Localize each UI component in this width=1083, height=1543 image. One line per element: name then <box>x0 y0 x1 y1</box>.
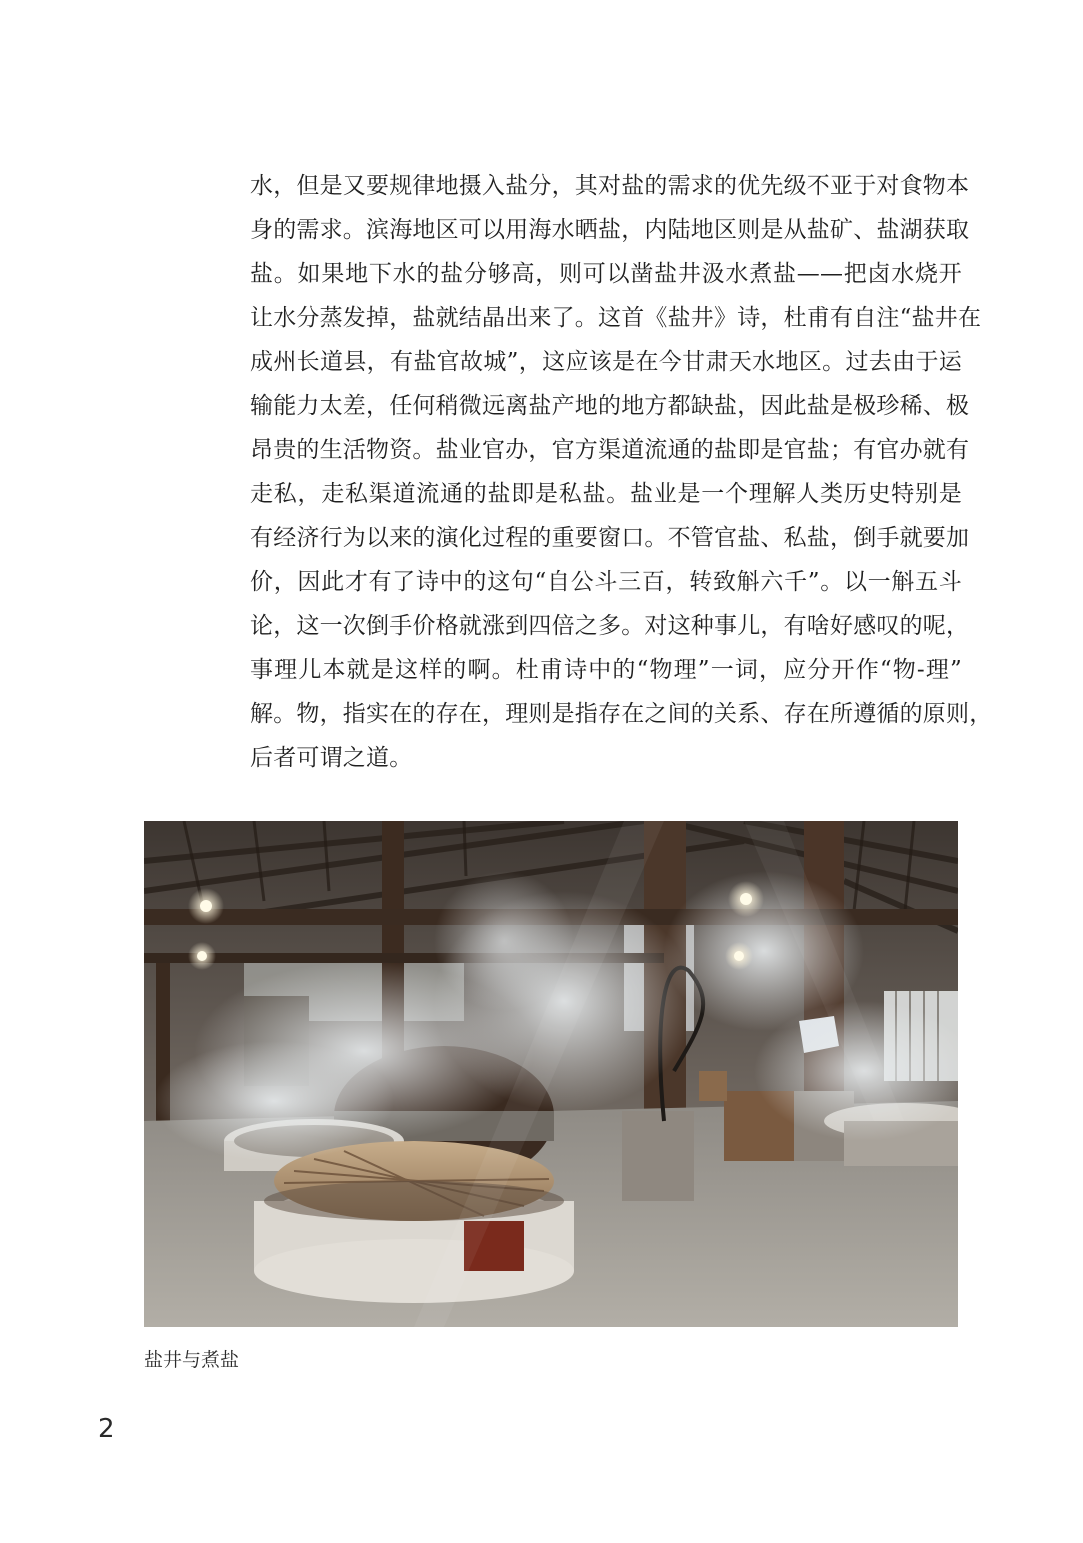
text-line: 价，因此才有了诗中的这句“自公斗三百，转致斛六千”。以一斛五斗 <box>250 569 962 595</box>
salt-boiling-photo <box>144 821 958 1327</box>
text-line: 后者可谓之道。 <box>250 745 413 771</box>
body-paragraph <box>250 164 993 780</box>
text-line: 事理儿本就是这样的啊。杜甫诗中的“物理”一词，应分开作“物-理” <box>250 657 962 683</box>
text-line: 走私，走私渠道流通的盐即是私盐。盐业是一个理解人类历史特别是 <box>250 481 962 507</box>
text-line: 水，但是又要规律地摄入盐分，其对盐的需求的优先级不亚于对食物本 <box>250 173 970 199</box>
text-line: 盐。如果地下水的盐分够高，则可以凿盐井汲水煮盐——把卤水烧开 <box>250 261 962 287</box>
text-line: 昂贵的生活物资。盐业官办，官方渠道流通的盐即是官盐；有官办就有 <box>250 437 970 463</box>
text-line: 有经济行为以来的演化过程的重要窗口。不管官盐、私盐，倒手就要加 <box>250 525 970 551</box>
text-line: 解。物，指实在的存在，理则是指存在之间的关系、存在所遵循的原则， <box>250 701 993 727</box>
text-line: 让水分蒸发掉，盐就结晶出来了。这首《盐井》诗，杜甫有自注“盐井在 <box>250 305 982 331</box>
text-line: 身的需求。滨海地区可以用海水晒盐，内陆地区则是从盐矿、盐湖获取 <box>250 217 970 243</box>
photo-caption: 盐井与煮盐 <box>144 1349 240 1371</box>
page-number: 2 <box>98 1414 115 1444</box>
text-line: 成州长道县，有盐官故城”，这应该是在今甘肃天水地区。过去由于运 <box>250 349 962 375</box>
text-line: 论，这一次倒手价格就涨到四倍之多。对这种事儿，有啥好感叹的呢， <box>250 613 970 639</box>
text-line: 输能力太差，任何稍微远离盐产地的地方都缺盐，因此盐是极珍稀、极 <box>250 393 970 419</box>
